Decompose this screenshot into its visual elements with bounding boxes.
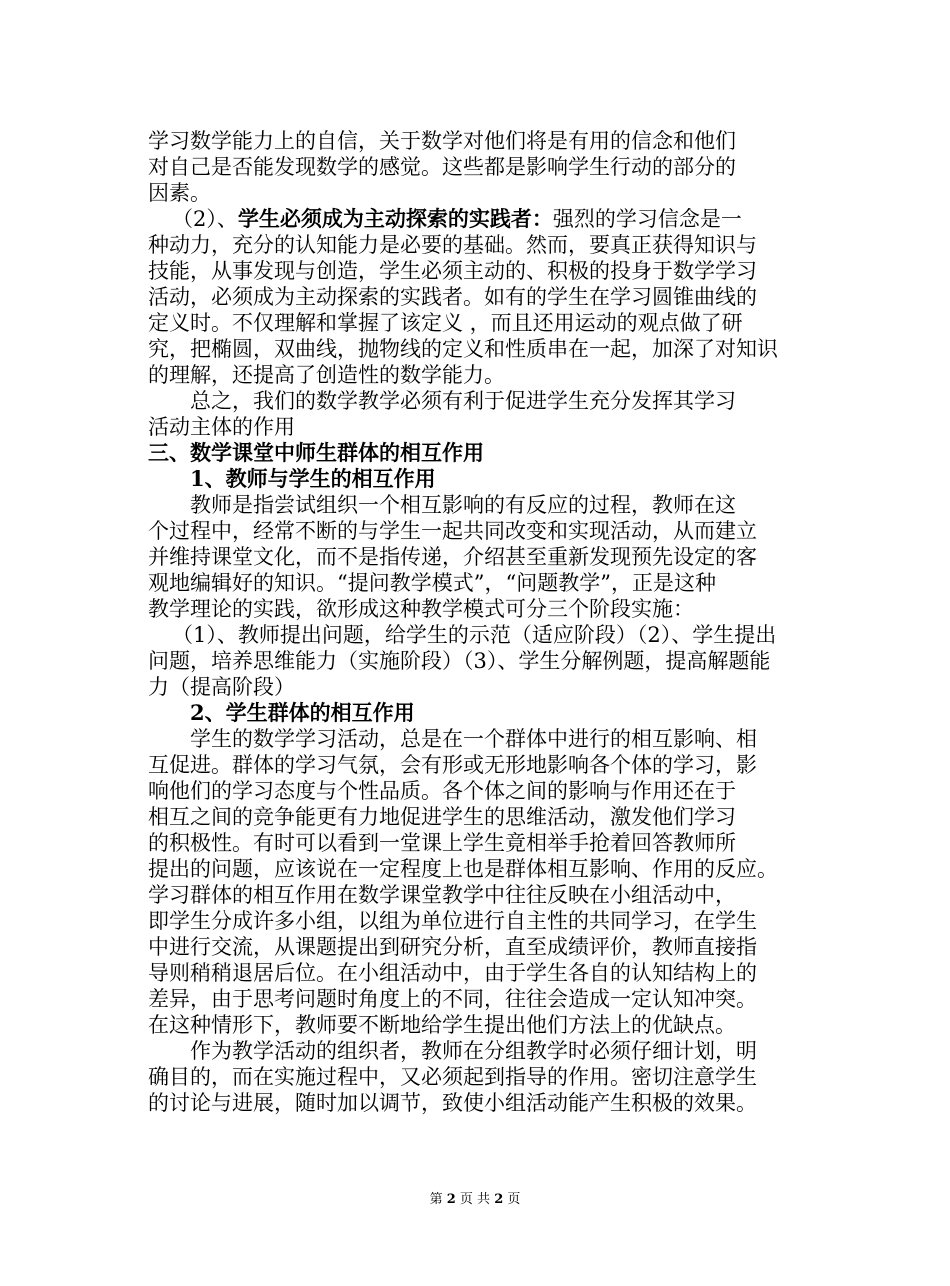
footer-middle: 页 共: [455, 1192, 495, 1207]
item-number: （2）、: [172, 207, 238, 231]
paragraph-line: 对自己是否能发现数学的感觉。这些都是影响学生行动的部分的: [148, 155, 736, 179]
paragraph-line: 学习数学能力上的自信，关于数学对他们将是有用的信念和他们: [148, 129, 736, 153]
paragraph-line: 相互之间的竞争能更有力地促进学生的思维活动，激发他们学习: [148, 805, 736, 829]
paragraph-line: 即学生分成许多小组，以组为单位进行自主性的共同学习，在学生: [148, 909, 757, 933]
paragraph-line: 教师是指尝试组织一个相互影响的有反应的过程，教师在这: [190, 493, 736, 517]
paragraph-line: 确目的，而在实施过程中，又必须起到指导的作用。密切注意学生: [148, 1065, 757, 1089]
paragraph-line: 技能，从事发现与创造，学生必须主动的、积极的投身于数学学习: [148, 259, 757, 283]
paragraph-line: 提出的问题，应该说在一定程度上也是群体相互影响、作用的反应。: [148, 857, 778, 881]
paragraph-line-with-bold: [148, 206, 808, 232]
bold-heading-inline: 学生必须成为主动探索的实践者：: [237, 206, 553, 231]
footer-page-number: 2: [446, 1192, 456, 1207]
paragraph-line: 学生的数学学习活动，总是在一个群体中进行的相互影响、相: [190, 727, 757, 751]
subsection-heading: 1、教师与学生的相互作用: [190, 466, 436, 491]
paragraph-line: 活动，必须成为主动探索的实践者。如有的学生在学习圆锥曲线的: [148, 285, 757, 309]
section-heading: 三、数学课堂中师生群体的相互作用: [148, 440, 484, 465]
paragraph-line: 种动力，充分的认知能力是必要的基础。然而，要真正获得知识与: [148, 233, 757, 257]
paragraph-line: 互促进。群体的学习气氛，会有形或无形地影响各个体的学习，影: [148, 753, 757, 777]
paragraph-line: 并维持课堂文化，而不是指传递，介绍甚至重新发现预先设定的客: [148, 545, 757, 569]
footer-total-pages: 2: [494, 1192, 504, 1207]
paragraph-text: 强烈的学习信念是一: [552, 207, 742, 231]
paragraph-line: 定义时。不仅理解和掌握了该定义 ，而且还用运动的观点做了研: [148, 311, 743, 335]
paragraph-line: 个过程中，经常不断的与学生一起共同改变和实现活动，从而建立: [148, 519, 757, 543]
paragraph-line: 响他们的学习态度与个性品质。各个体之间的影响与作用还在于: [148, 779, 736, 803]
paragraph-line: 力（提高阶段）: [148, 675, 295, 699]
paragraph-line: 学习群体的相互作用在数学课堂教学中往往反映在小组活动中，: [148, 883, 736, 907]
footer-suffix: 页: [503, 1192, 521, 1207]
paragraph-line: （1）、教师提出问题，给学生的示范（适应阶段）（2）、学生提出: [172, 623, 777, 647]
document-body: [148, 128, 808, 1116]
paragraph-line: 在这种情形下，教师要不断地给学生提出他们方法上的优缺点。: [148, 1013, 736, 1037]
paragraph-line: 中进行交流，从课题提出到研究分析，直至成绩评价，教师直接指: [148, 935, 757, 959]
paragraph-line: 导则稍稍退居后位。在小组活动中，由于学生各自的认知结构上的: [148, 961, 757, 985]
paragraph-line: 因素。: [148, 181, 211, 205]
paragraph-line: 的积极性。有时可以看到一堂课上学生竟相举手抢着回答教师所: [148, 831, 736, 855]
paragraph-line: 活动主体的作用: [148, 415, 295, 439]
paragraph-line: 差异，由于思考问题时角度上的不同，往往会造成一定认知冲突。: [148, 987, 757, 1011]
subsection-heading: 2、学生群体的相互作用: [190, 700, 415, 725]
paragraph-line: 总之，我们的数学教学必须有利于促进学生充分发挥其学习: [190, 389, 736, 413]
paragraph-line: 作为教学活动的组织者，教师在分组教学时必须仔细计划，明: [190, 1039, 757, 1063]
paragraph-line: 教学理论的实践，欲形成这种教学模式可分三个阶段实施：: [148, 597, 694, 621]
paragraph-line: 的讨论与进展，随时加以调节，致使小组活动能产生积极的效果。: [148, 1091, 757, 1115]
paragraph-line: 究，把椭圆，双曲线，抛物线的定义和性质串在一起，加深了对知识: [148, 337, 778, 361]
page-footer: [0, 1188, 950, 1207]
footer-prefix: 第: [429, 1192, 447, 1207]
paragraph-line: 问题，培养思维能力（实施阶段）（3）、学生分解例题，提高解题能: [148, 649, 771, 673]
paragraph-line: 的理解，还提高了创造性的数学能力。: [148, 363, 505, 387]
paragraph-line: 观地编辑好的知识。“提问教学模式”，“问题教学”，正是这种: [148, 571, 716, 595]
